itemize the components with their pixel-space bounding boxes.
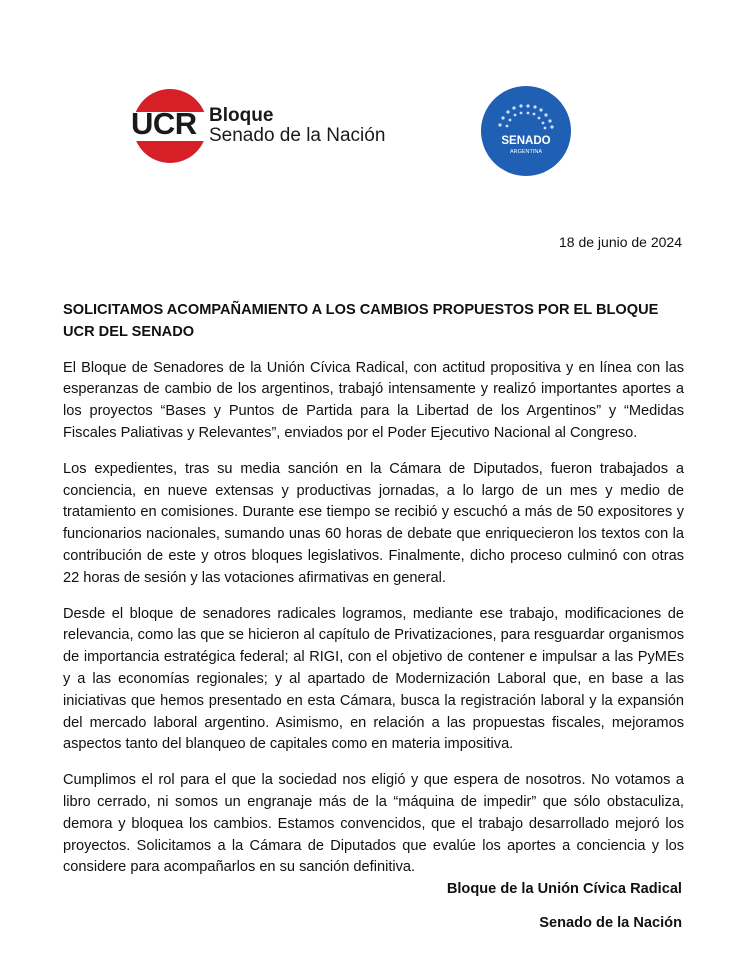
letterhead — [0, 0, 730, 200]
document-title: SOLICITAMOS ACOMPAÑAMIENTO A LOS CAMBIOS PROPUESTOS POR EL BLOQUE UCR DEL SENADO — [63, 302, 659, 340]
document-date: 18 de junio de 2024 — [559, 234, 682, 250]
senado-logo — [480, 85, 572, 177]
signature-line2: Senado de la Nación — [539, 915, 682, 931]
senado-logo-line1: SENADO — [501, 135, 551, 147]
paragraph: El Bloque de Senadores de la Unión Cívica Radical, con actitud propositiva y en línea con las esperanzas de cambio de los argentinos, trabajó intensamente y realizó importantes aportes a los proyectos “Bases y Puntos de Partida para la Libertad de los Argentinos” y “Medidas Fiscales Paliativas y Relevantes”, enviados por el Poder Ejecutivo Nacional al Congreso. — [63, 359, 684, 441]
brand-line2: Senado de la Nación — [209, 124, 386, 146]
brand-line1: Bloque — [209, 105, 274, 126]
paragraph: Cumplimos el rol para el que la sociedad nos eligió y que espera de nosotros. No votamos a libro cerrado, ni somos un engranaje más de la “máquina de impedir” que sólo obstaculiza, demora y bloquea los cambios. Estamos convencidos, que el trabajo desarrollado mejoró los proyectos. Solicitamos a la Cámara de Diputados que evalúe los aportes a conciencia y los considere para acompañarlos en su sanción definitiva. — [63, 772, 684, 876]
ucr-logo-text: UCR — [131, 106, 197, 141]
document-body — [63, 300, 684, 893]
paragraph: Los expedientes, tras su media sanción en la Cámara de Diputados, fueron trabajados a conciencia, en nueve extensas y productivas jornadas, a lo largo de un mes y medio de tratamiento en comisiones. Durante ese tiempo se recibió y escuchó a más de 50 expositores y funcionarios nacionales, sumando unas 60 horas de debate que enriquecieron los textos con la contribución de este y otros bloques legislativos. Finalmente, dicho proceso culminó con otras 22 horas de sesión y las votaciones afirmativas en general. — [63, 460, 684, 586]
signature-line1: Bloque de la Unión Cívica Radical — [446, 881, 682, 897]
brand-name — [209, 106, 385, 146]
paragraph: Desde el bloque de senadores radicales logramos, mediante ese trabajo, modificaciones de relevancia, como las que se hicieron al capítulo de Privatizaciones, para resguardar organismos de importancia estratégica federal; al RIGI, con el objetivo de contener e impulsar a las PyMEs y a las economías regionales; y al apartado de Modernización Laboral que, en base a las iniciativas que hemos presentado en esta Cámara, busca la registración laboral y la expansión del mercado laboral argentino. Asimismo, en relación a las propuestas fiscales, mejoramos aspectos tanto del blanqueo de capitales como en materia impositiva. — [63, 605, 684, 753]
senado-logo-line2: ARGENTINA — [509, 149, 543, 155]
